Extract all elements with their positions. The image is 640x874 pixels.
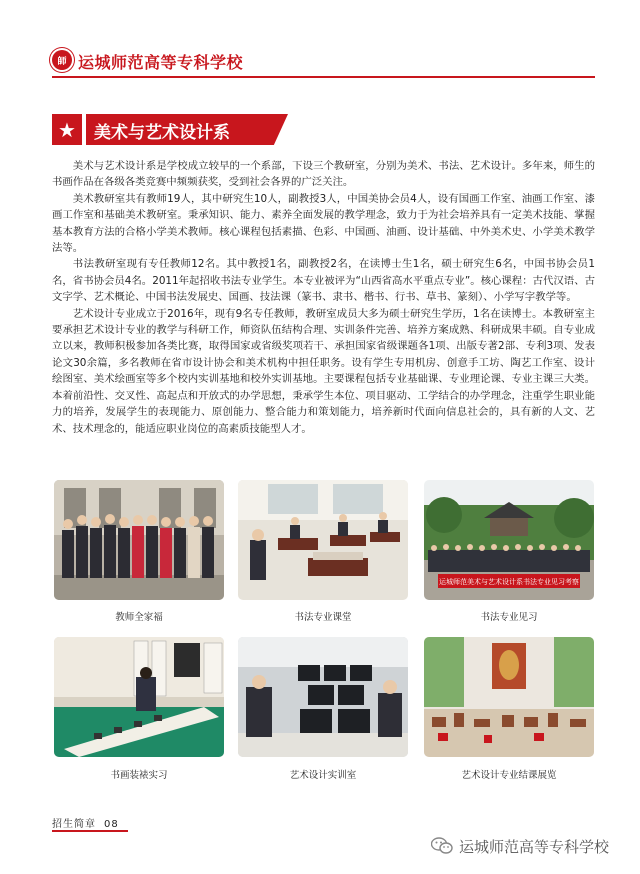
footer-label — [52, 815, 119, 830]
paragraph-art-design: 艺术设计专业成立于2016年，现有9名专任教师，教研室成员大多为硕士研究生学历，1名在读博士。本教研室主要承担艺术设计专业的教学与科研工作，师资队伍结构合理、实训条件完善、培养方案成熟、科研成果丰硕。自专业成立以来，教师积极参加各类比赛，取得国家或省级奖项若干、承担国家省级课题各1项、出版专著2部、专利3项、发表论文30余篇，多名教师在省市设计协会和美术机构中担任职务。设有学生专用机房、创意手工坊、陶艺工作室、设计绘图室、美术绘画室等多个校内实训基地和校外实训基地。主要课程包括专业基础课、专业理论课、专业主课三大类。本着前沿性、交叉性、高起点和开放式的办学思想，秉承学生本位、项目驱动、工学结合的办学理念，注重学生职业能力的培养，发展学生的表现能力、原创能力、整合能力和策划能力，培养新时代面向信息社会的，具有新的人文、艺术、技术理念的，能适应职业岗位的高素质技能型人才。 — [52, 307, 595, 435]
school-logo — [52, 50, 72, 70]
star-icon: ★ — [52, 114, 82, 145]
footer-divider — [52, 830, 128, 832]
caption-calligraphy-class: 书法专业课堂 — [294, 612, 352, 623]
caption-teachers-group: 教师全家福 — [115, 612, 163, 623]
page-number: 08 — [104, 819, 119, 830]
school-logo-text: 師 — [57, 56, 67, 67]
paragraph-fine-arts: 美术教研室共有教师19人，其中研究生10人，副教授3人，中国美协会员4人，设有国画工作室、油画工作室、漆画工作室和基础美术教研室。秉承知识、能力、素养全面发展的教学理念，致力于为社会培养具有一定美术技能、掌握基本教育方法的合格小学美术教师。核心课程包括素描、色彩、中国画、油画、设计基础、中外美术史、小学美术教学法等。 — [52, 192, 595, 255]
photo-teachers-group — [54, 480, 224, 600]
wechat-account-name: 运城师范高等专科学校 — [459, 837, 610, 856]
caption-design-exhibition: 艺术设计专业结课展览 — [461, 770, 557, 781]
wechat-watermark — [431, 835, 609, 857]
caption-calligraphy-visit: 书法专业见习 — [480, 612, 538, 623]
photo-calligraphy-class — [238, 480, 408, 600]
paragraph-intro: 美术与艺术设计系是学校成立较早的一个系部，下设三个教研室，分别为美术、书法、艺术设计。多年来，师生的书画作品在各级各类竞赛中频频获奖，受到社会各界的广泛关注。 — [52, 160, 595, 189]
paragraph-calligraphy: 书法教研室现有专任教师12名。其中教授1名，副教授2名，在读博士生1名，硕士研究生6名，中国书协会员1名，省书协会员4名。2011年起招收书法专业学生。本专业被评为“山西省高水平重点专业”。核心课程：古代汉语、古文字学、艺术概论、中国书法发展史、国画、技法课（篆书、隶书、楷书、行书、草书、篆刻）、小学写字教学等。 — [52, 258, 595, 304]
section-banner — [52, 114, 288, 145]
footer-brochure-label: 招生简章 — [52, 819, 96, 830]
header-divider — [52, 76, 595, 78]
visit-banner-text: 运城师范美术与艺术设计系书法专业见习考察 — [439, 578, 579, 586]
photo-design-exhibition — [424, 637, 594, 757]
section-title: 美术与艺术设计系 — [94, 123, 230, 143]
department-description — [52, 158, 595, 437]
caption-mounting-practice: 书画装裱实习 — [110, 770, 168, 781]
wechat-icon — [431, 837, 453, 855]
photo-calligraphy-visit — [424, 480, 594, 600]
page-header — [52, 44, 595, 80]
photo-design-lab — [238, 637, 408, 757]
caption-design-lab: 艺术设计实训室 — [289, 770, 357, 781]
photo-mounting-practice — [54, 637, 224, 757]
school-name: 运城师范高等专科学校 — [78, 53, 244, 72]
